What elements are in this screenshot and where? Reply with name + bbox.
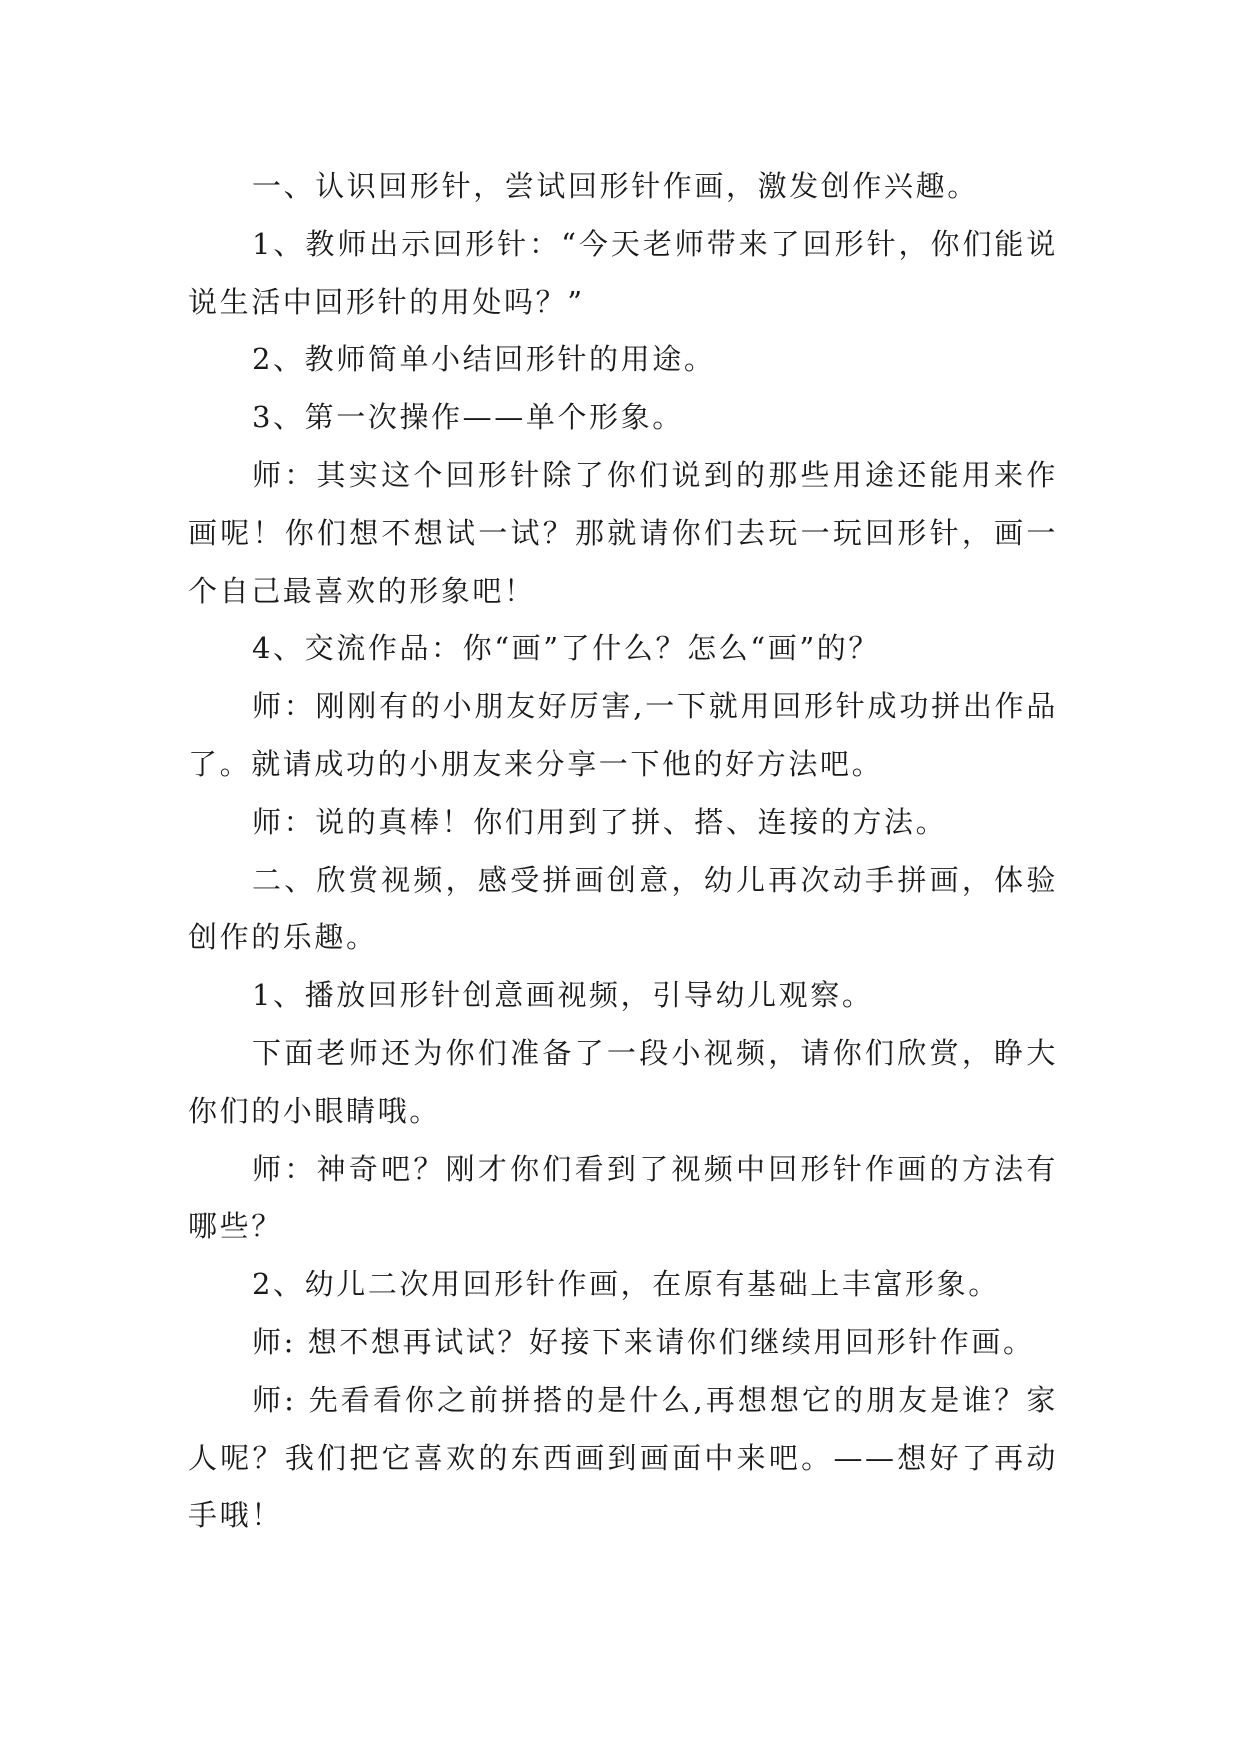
section-heading-2: 二、欣赏视频，感受拼画创意，幼儿再次动手拼画，体验创作的乐趣。 (188, 862, 1058, 955)
paragraph-step-4: 4、交流作品：你“画”了什么？怎么“画”的？ (252, 631, 880, 666)
paragraph-teacher-3: 师：说的真棒！你们用到了拼、搭、连接的方法。 (252, 804, 948, 839)
paragraph-teacher-6: 师: 先看看你之前拼搭的是什么,再想想它的朋友是谁？家人呢？我们把它喜欢的东西画到画面中来吧。——想好了再动手哦！ (188, 1382, 1058, 1533)
paragraph-step-6: 2、幼儿二次用回形针作画，在原有基础上丰富形象。 (252, 1267, 1000, 1302)
paragraph-step-1: 1、教师出示回形针：“今天老师带来了回形针，你们能说说生活中回形针的用处吗？” (188, 226, 1058, 319)
paragraph-step-3: 3、第一次操作——单个形象。 (252, 400, 684, 435)
paragraph-video-intro: 下面老师还为你们准备了一段小视频，请你们欣赏，睁大你们的小眼睛哦。 (188, 1035, 1058, 1128)
section-heading-1: 一、认识回形针，尝试回形针作画，激发创作兴趣。 (252, 169, 979, 203)
paragraph-teacher-5: 师: 想不想再试试？好接下来请你们继续用回形针作画。 (252, 1324, 1035, 1359)
paragraph-teacher-4: 师：神奇吧？刚才你们看到了视频中回形针作画的方法有哪些？ (188, 1151, 1058, 1244)
paragraph-teacher-1: 师：其实这个回形针除了你们说到的那些用途还能用来作画呢！你们想不想试一试？那就请你们去玩一玩回形针，画一个自己最喜欢的形象吧！ (188, 457, 1058, 608)
document-body (188, 158, 1058, 1545)
paragraph-step-2: 2、教师简单小结回形针的用途。 (252, 342, 716, 377)
paragraph-teacher-2: 师：刚刚有的小朋友好厉害,一下就用回形针成功拼出作品了。就请成功的小朋友来分享一下他的好方法吧。 (188, 689, 1058, 781)
paragraph-step-5: 1、播放回形针创意画视频，引导幼儿观察。 (252, 978, 874, 1013)
